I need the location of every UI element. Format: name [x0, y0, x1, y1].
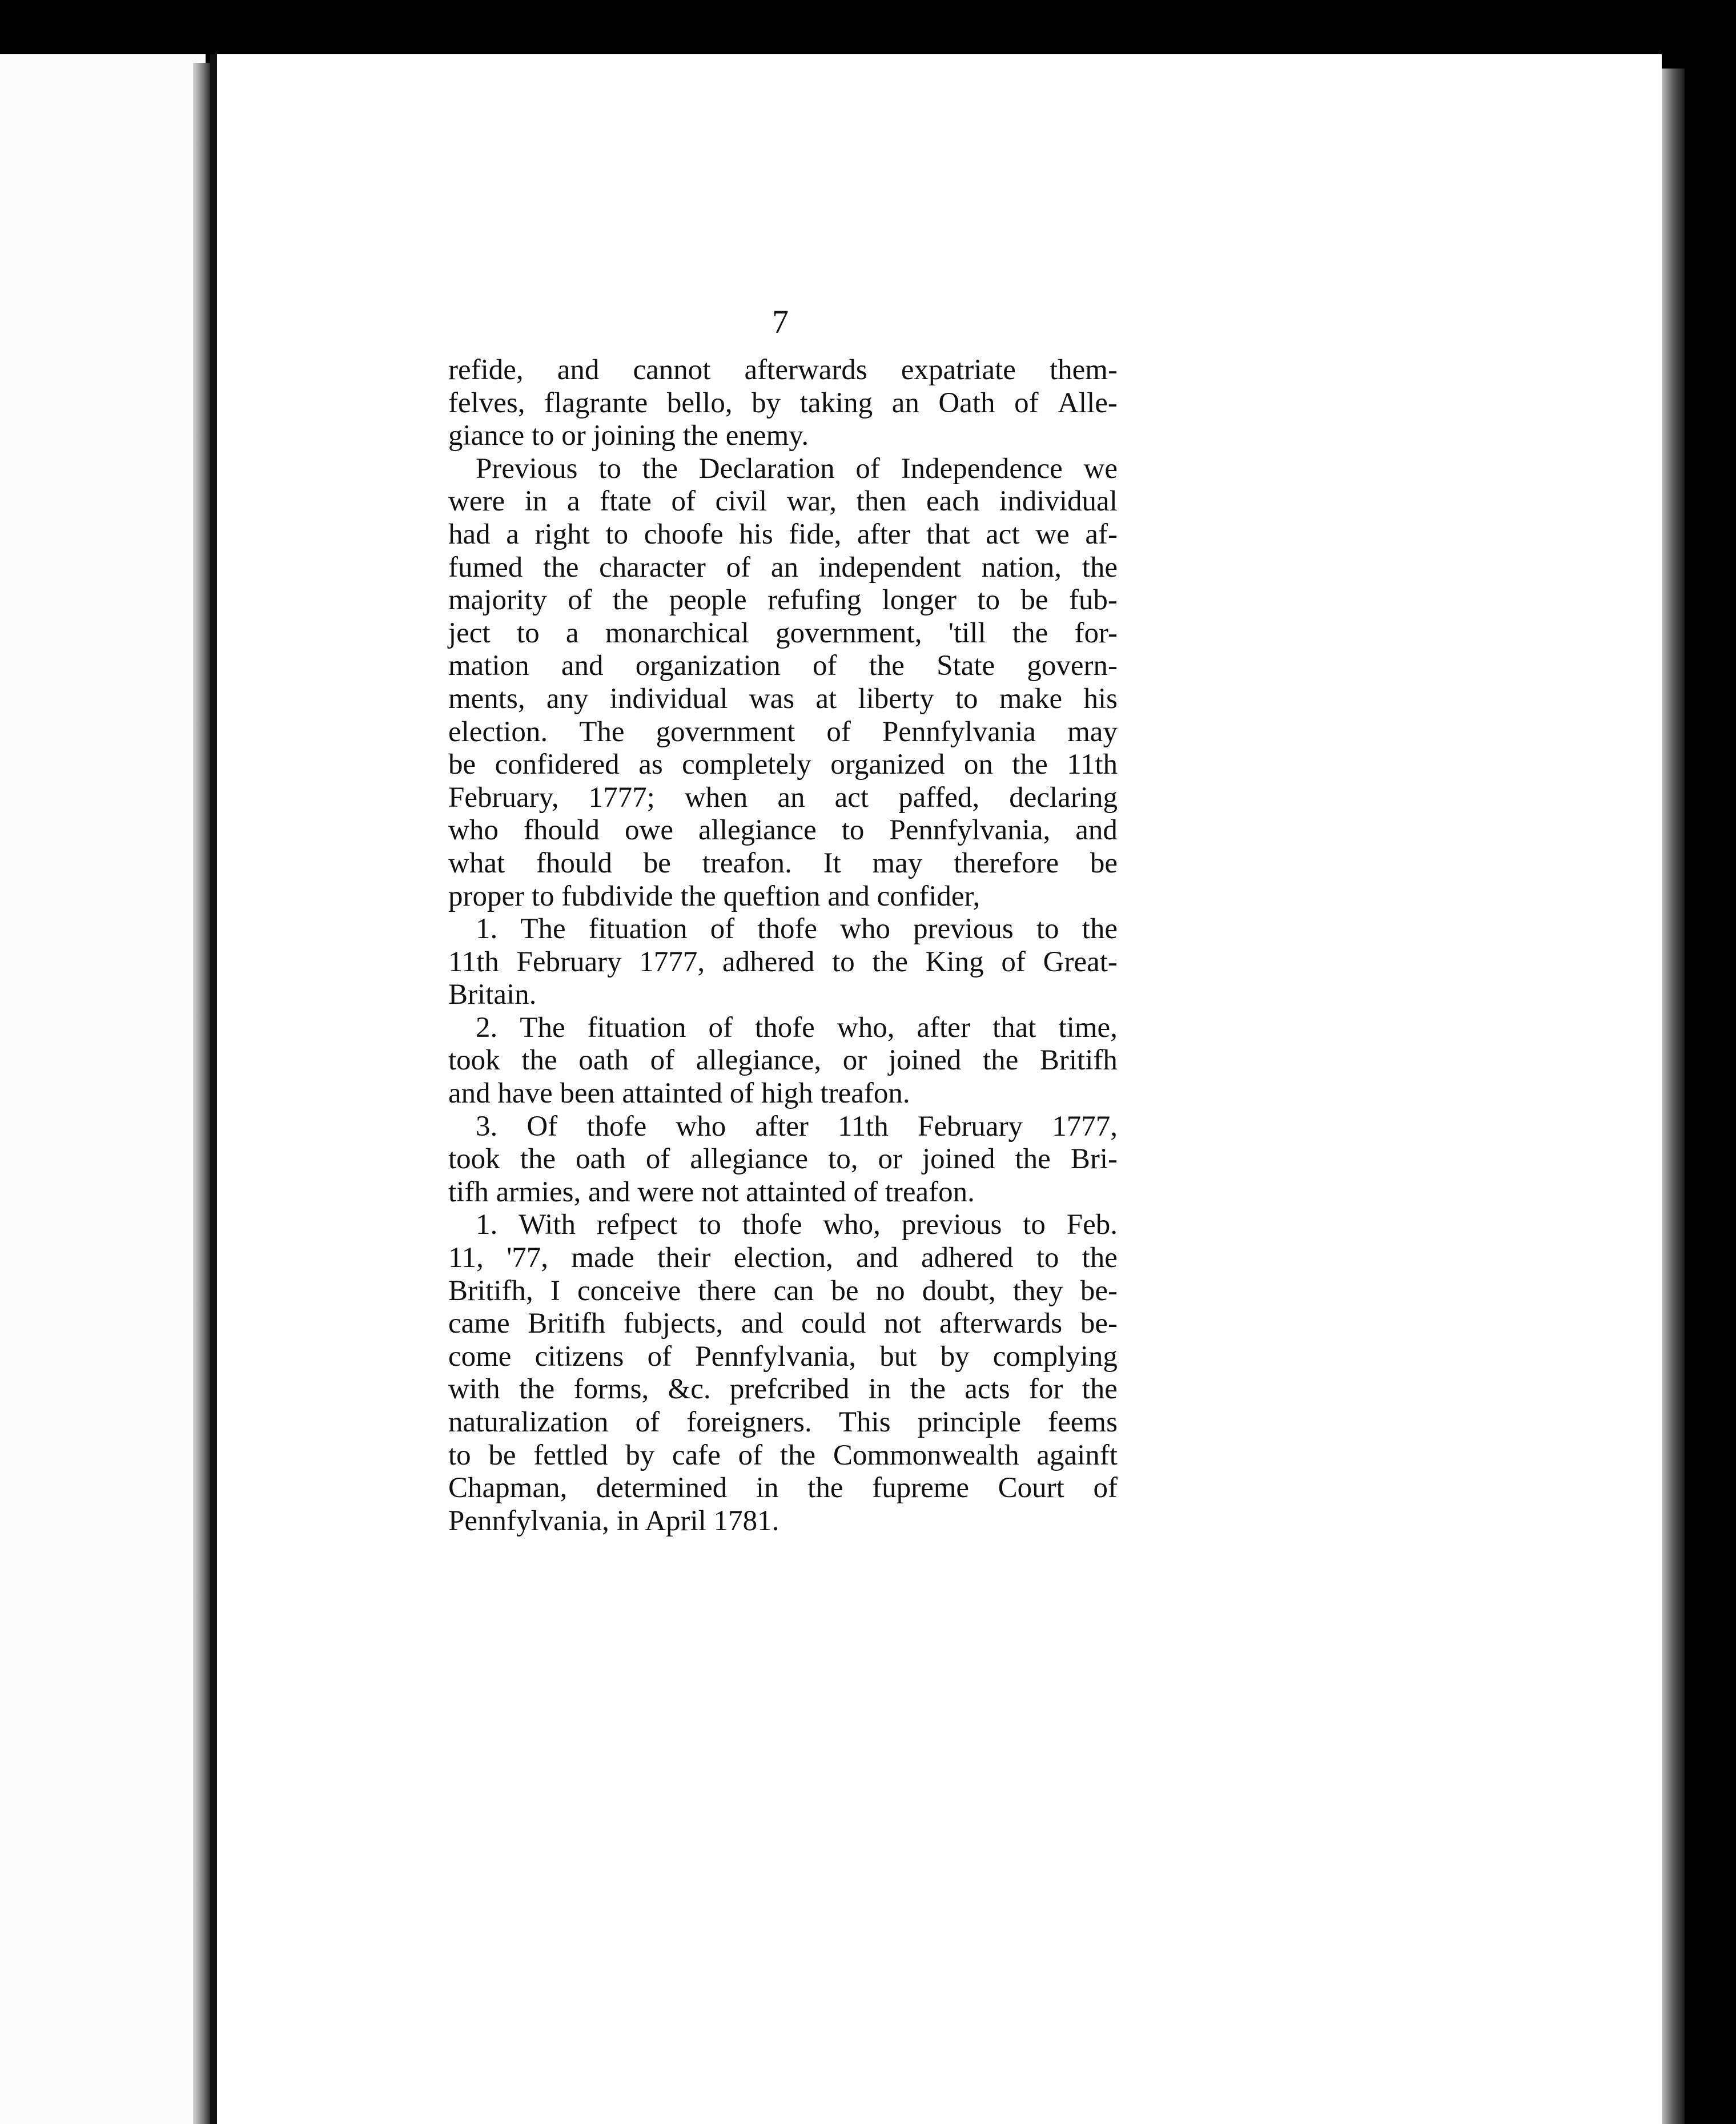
text-line: who fhould owe allegiance to Pennfylvania, and: [448, 814, 1118, 847]
body-text: [448, 354, 1118, 1538]
text-line: 2. The fituation of thofe who, after that time,: [476, 1011, 1118, 1044]
text-line: tifh armies, and were not attainted of treafon.: [448, 1176, 975, 1208]
text-line: and have been attainted of high treafon.: [448, 1077, 910, 1110]
text-line: took the oath of allegiance to, or joined the Bri-: [448, 1143, 1118, 1176]
text-line: with the forms, &c. prefcribed in the acts for the: [448, 1373, 1118, 1406]
text-line: February, 1777; when an act paffed, declaring: [448, 781, 1118, 814]
page-number: 7: [772, 303, 789, 340]
text-line: election. The government of Pennfylvania may: [448, 715, 1118, 748]
text-line: Britifh, I conceive there can be no doubt, they be-: [448, 1274, 1118, 1307]
text-line: majority of the people refufing longer to be fub-: [448, 584, 1118, 617]
text-line: ments, any individual was at liberty to make his: [448, 682, 1118, 715]
left-facing-page: [0, 54, 206, 2124]
text-line: be confidered as completely organized on the 11th: [448, 749, 1118, 781]
text-line: 11, '77, made their election, and adhered to the: [448, 1242, 1118, 1274]
text-line: 3. Of thofe who after 11th February 1777,: [476, 1110, 1118, 1143]
text-line: fumed the character of an independent nation, the: [448, 551, 1118, 584]
text-line: naturalization of foreigners. This principle feems: [448, 1406, 1118, 1438]
text-line: Britain.: [448, 979, 537, 1011]
text-line: refide, and cannot afterwards expatriate them-: [448, 354, 1118, 386]
text-line: giance to or joining the enemy.: [448, 420, 809, 452]
left-page-edge: [193, 63, 210, 2124]
text-line: ject to a monarchical government, 'till the for-: [448, 617, 1118, 649]
text-line: came Britifh fubjects, and could not afterwards be-: [448, 1308, 1118, 1340]
right-page-edge: [1662, 69, 1685, 2124]
text-line: Pennfylvania, in April 1781.: [448, 1504, 779, 1537]
text-line: Previous to the Declaration of Independence we: [476, 452, 1118, 485]
text-line: to be fettled by cafe of the Commonwealth againft: [448, 1439, 1118, 1471]
text-line: mation and organization of the State govern-: [448, 650, 1118, 682]
text-line: took the oath of allegiance, or joined the Britifh: [448, 1044, 1118, 1077]
text-line: had a right to choofe his fide, after that act we af-: [448, 518, 1118, 550]
text-line: 1. The fituation of thofe who previous to the: [476, 913, 1118, 946]
text-line: 1. With refpect to thofe who, previous to Feb.: [476, 1209, 1118, 1241]
text-line: 11th February 1777, adhered to the King of Great-: [448, 946, 1118, 978]
text-line: what fhould be treafon. It may therefore be: [448, 847, 1118, 879]
text-line: felves, flagrante bello, by taking an Oath of Alle-: [448, 387, 1118, 419]
page-edge-mark: [1686, 86, 1690, 885]
text-line: proper to fubdivide the queftion and confider,: [448, 880, 980, 912]
book-gutter: [210, 54, 217, 2124]
text-line: Chapman, determined in the fupreme Court of: [448, 1472, 1118, 1504]
text-line: come citizens of Pennfylvania, but by complying: [448, 1340, 1118, 1373]
text-line: were in a ftate of civil war, then each individual: [448, 485, 1118, 518]
